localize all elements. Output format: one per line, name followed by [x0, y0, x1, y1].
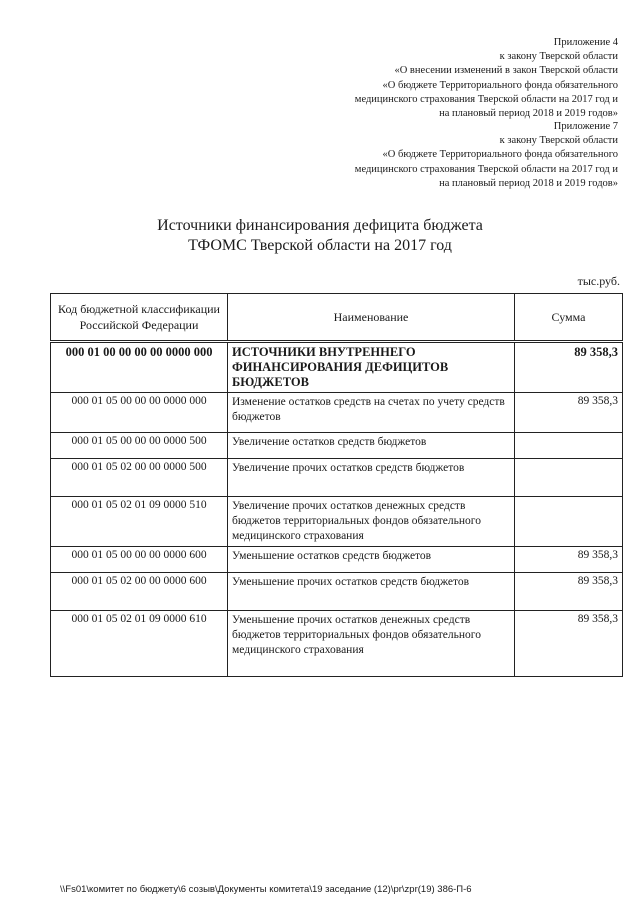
appendix-line: на плановый период 2018 и 2019 годов»	[439, 108, 618, 120]
row-amount	[515, 497, 623, 547]
appendix-line: «О бюджете Территориального фонда обязательного	[382, 149, 618, 161]
row-name: Уменьшение прочих остатков денежных средств бюджетов территориальных фондов обязательного медицинского страхования	[228, 611, 515, 677]
appendix-7-header	[355, 120, 618, 191]
appendix-line: медицинского страхования Тверской области на 2017 год и	[354, 163, 618, 175]
table-row	[51, 342, 623, 393]
units-label: тыс.руб.	[577, 274, 620, 288]
financing-sources-table	[50, 293, 623, 677]
row-code: 000 01 05 00 00 00 0000 600	[51, 547, 228, 573]
header-code: Код бюджетной классификации Российской Федерации	[51, 294, 228, 342]
appendix-line: «О бюджете Территориального фонда обязательного	[382, 79, 618, 91]
table-row	[51, 393, 623, 433]
row-amount: 89 358,3	[515, 547, 623, 573]
row-amount: 89 358,3	[515, 573, 623, 611]
row-amount: 89 358,3	[515, 611, 623, 677]
appendix-4-header	[355, 36, 618, 121]
row-code: 000 01 05 02 01 09 0000 610	[51, 611, 228, 677]
header-amount: Сумма	[515, 294, 623, 342]
appendix-line: к закону Тверской области	[499, 135, 618, 147]
row-amount: 89 358,3	[515, 393, 623, 433]
row-amount: 89 358,3	[515, 342, 623, 393]
file-path-footer: \\Fs01\комитет по бюджету\6 созыв\Документы комитета\19 заседание (12)\pr\zpr(19) 386-П-6	[60, 884, 472, 895]
row-name: Изменение остатков средств на счетах по учету средств бюджетов	[228, 393, 515, 433]
appendix-line: Приложение 7	[553, 121, 618, 132]
row-code: 000 01 05 00 00 00 0000 500	[51, 433, 228, 459]
row-amount	[515, 459, 623, 497]
header-name: Наименование	[228, 294, 515, 342]
title-line-1: Источники финансирования дефицита бюджета	[157, 217, 483, 234]
row-code: 000 01 00 00 00 00 0000 000	[51, 342, 228, 393]
document-title	[0, 216, 640, 256]
appendix-line: Приложение 4	[553, 37, 618, 48]
table-row	[51, 433, 623, 459]
table-row	[51, 547, 623, 573]
table-row	[51, 459, 623, 497]
appendix-line: «О внесении изменений в закон Тверской области	[394, 65, 618, 77]
row-name: Уменьшение прочих остатков средств бюджетов	[228, 573, 515, 611]
row-name: Уменьшение остатков средств бюджетов	[228, 547, 515, 573]
row-code: 000 01 05 02 00 00 0000 600	[51, 573, 228, 611]
title-line-2: ТФОМС Тверской области на 2017 год	[188, 237, 452, 254]
row-code: 000 01 05 02 00 00 0000 500	[51, 459, 228, 497]
appendix-line: медицинского страхования Тверской области на 2017 год и	[354, 93, 618, 105]
row-name: Увеличение прочих остатков средств бюджетов	[228, 459, 515, 497]
table-row	[51, 611, 623, 677]
table-row	[51, 573, 623, 611]
table-header-row	[51, 294, 623, 342]
appendix-line: на плановый период 2018 и 2019 годов»	[439, 177, 618, 189]
row-name: Увеличение прочих остатков денежных средств бюджетов территориальных фондов обязательного медицинского страхования	[228, 497, 515, 547]
row-name: Увеличение остатков средств бюджетов	[228, 433, 515, 459]
row-name: ИСТОЧНИКИ ВНУТРЕННЕГО ФИНАНСИРОВАНИЯ ДЕФИЦИТОВ БЮДЖЕТОВ	[228, 342, 515, 393]
table-row	[51, 497, 623, 547]
row-amount	[515, 433, 623, 459]
row-code: 000 01 05 02 01 09 0000 510	[51, 497, 228, 547]
appendix-line: к закону Тверской области	[499, 51, 618, 63]
row-code: 000 01 05 00 00 00 0000 000	[51, 393, 228, 433]
